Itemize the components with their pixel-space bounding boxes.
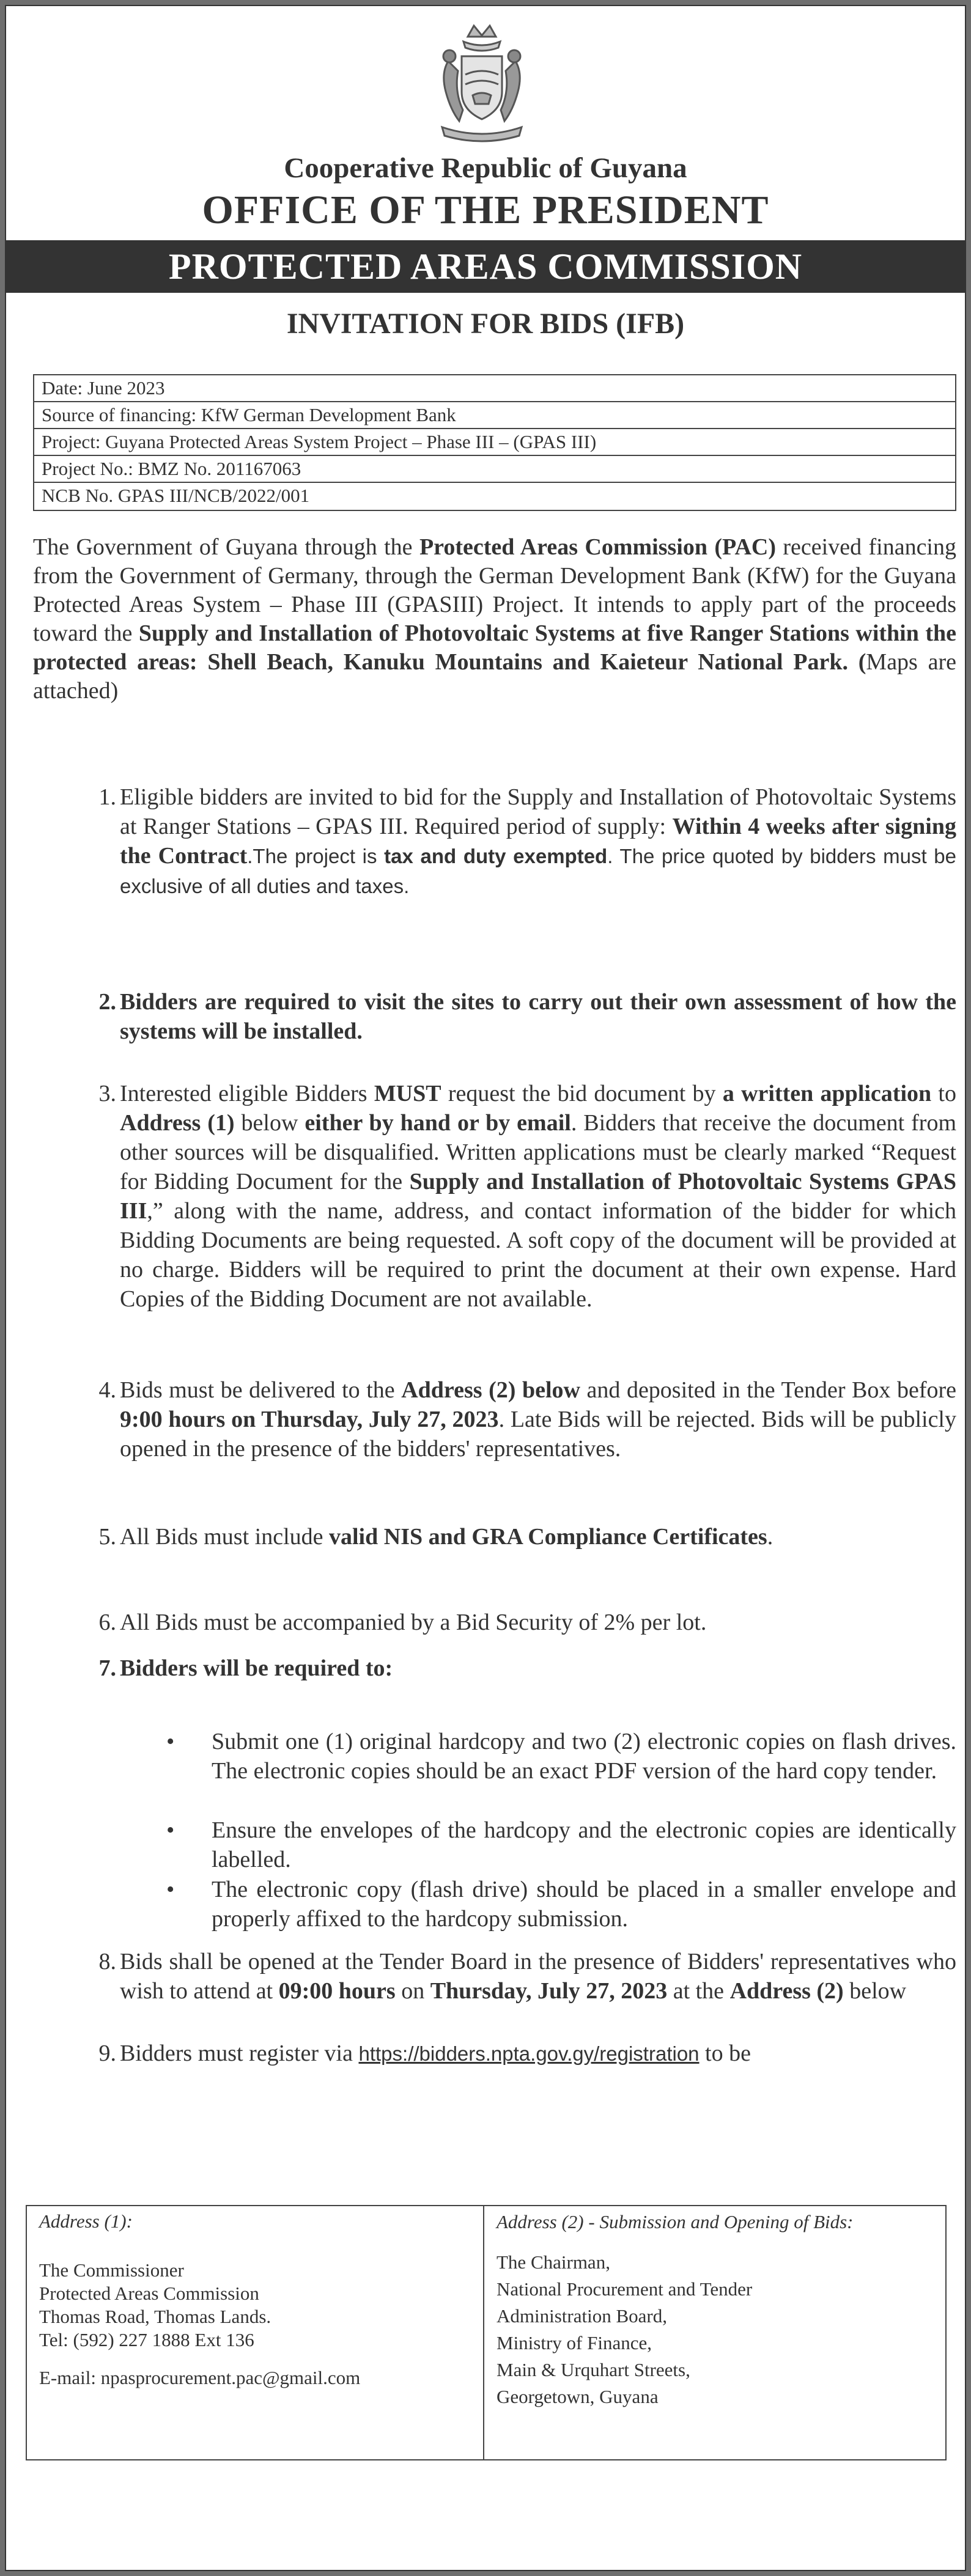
bullet-3-text: The electronic copy (flash drive) should be placed in a smaller envelope and properly affixed to the hardcopy submission.: [212, 1877, 956, 1932]
address-2-line: Georgetown, Guyana: [497, 2386, 659, 2407]
country-name: Cooperative Republic of Guyana: [284, 152, 687, 184]
address-2-line: Main & Urquhart Streets,: [497, 2359, 690, 2380]
item-6-text: All Bids must be accompanied by a Bid Security of 2% per lot.: [120, 1610, 707, 1635]
item-number-9: 9.: [98, 2041, 116, 2066]
bullet-2-text: Ensure the envelopes of the hardcopy and the electronic copies are identically labelled.: [212, 1817, 956, 1872]
advertisement-page: [5, 5, 966, 2571]
bid-info-table: [33, 374, 956, 511]
item-number-7: 7.: [98, 1655, 116, 1681]
item-3-text: Interested eligible Bidders MUST request the bid document by a written application to Address (1) below either by hand or by email. Bidders that receive the document from other sources will be disqualified. Written applications must be clearly marked “Request for Bidding Document for the Supply and Installation of Photovoltaic Systems GPAS III,” along with the name, address, and contact information of the bidder for which Bidding Documents are being requested. A soft copy of the document will be provided at no charge. Bidders will be required to print the document at their own expense. Hard Copies of the Bidding Document are not available.: [120, 1081, 957, 1312]
document-title: INVITATION FOR BIDS (IFB): [286, 307, 685, 340]
office-title: OFFICE OF THE PRESIDENT: [202, 188, 769, 232]
address-2-column: [484, 2206, 945, 2459]
item-number-2: 2.: [98, 989, 116, 1015]
item-7-text: Bidders will be required to:: [120, 1655, 393, 1681]
bullet-1-text: Submit one (1) original hardcopy and two (2) electronic copies on flash drives. The electronic copies should be an exact PDF version of the hard copy tender.: [212, 1729, 956, 1784]
item-number-6: 6.: [98, 1610, 116, 1635]
address-1-email: E-mail: npasprocurement.pac@gmail.com: [39, 2367, 361, 2388]
bullet-icon: •: [166, 1729, 175, 1754]
item-5-text: All Bids must include valid NIS and GRA Compliance Certificates.: [120, 1524, 773, 1550]
address-1-column: [27, 2206, 484, 2459]
intro-paragraph: The Government of Guyana through the Protected Areas Commission (PAC) received financing from the Government of Germany, through the German Development Bank (KfW) for the Guyana Protected Areas System – Phase III (GPASIII) Project. It intends to apply part of the proceeds toward the Supply and Installation of Photovoltaic Systems at five Ranger Stations within the protected areas: Shell Beach, Kanuku Mountains and Kaieteur National Park. (Maps are attached): [33, 534, 956, 704]
bullet-icon: •: [166, 1817, 175, 1843]
info-project-number: Project No.: BMZ No. 201167063: [34, 456, 955, 483]
info-financing: Source of financing: KfW German Development Bank: [34, 402, 955, 429]
address-1-line: Tel: (592) 227 1888 Ext 136: [39, 2329, 254, 2350]
item-number-1: 1.: [98, 784, 116, 810]
address-1-heading: Address (1):: [39, 2210, 133, 2232]
item-2-text: Bidders are required to visit the sites to carry out their own assessment of how the systems will be installed.: [120, 989, 956, 1044]
registration-link[interactable]: https://bidders.npta.gov.gy/registration: [358, 2042, 700, 2065]
bullet-icon: •: [166, 1877, 175, 1902]
item-9-text: Bidders must register via https://bidders.npta.gov.gy/registration to be: [120, 2041, 751, 2066]
item-1-text: Eligible bidders are invited to bid for the Supply and Installation of Photovoltaic Systems at Ranger Stations – GPAS III. Required period of supply: Within 4 weeks after signing the Contract.The project is tax and duty exempted. The price quoted by bidders must be exclusive of all duties and taxes.: [120, 784, 956, 897]
address-1-line: Protected Areas Commission: [39, 2283, 259, 2304]
address-2-line: Administration Board,: [497, 2305, 667, 2327]
info-project: Project: Guyana Protected Areas System Project – Phase III – (GPAS III): [34, 429, 955, 456]
item-number-5: 5.: [98, 1524, 116, 1550]
item-4-text: Bids must be delivered to the Address (2) below and deposited in the Tender Box before 9:00 hours on Thursday, July 27, 2023. Late Bids will be rejected. Bids will be publicly opened in the presence of the bidders' representatives.: [120, 1377, 957, 1462]
address-1-line: The Commissioner: [39, 2259, 184, 2281]
item-number-4: 4.: [98, 1377, 116, 1403]
address-1-line: Thomas Road, Thomas Lands.: [39, 2306, 271, 2327]
info-ncb-number: NCB No. GPAS III/NCB/2022/001: [42, 485, 310, 506]
address-2-line: Ministry of Finance,: [497, 2332, 652, 2353]
guyana-coat-of-arms-icon: [430, 18, 534, 147]
commission-banner: PROTECTED AREAS COMMISSION: [6, 240, 965, 293]
address-1-body: [39, 2259, 483, 2390]
address-2-line: National Procurement and Tender: [497, 2278, 753, 2300]
address-2-heading: Address (2) - Submission and Opening of Bids:: [497, 2211, 854, 2232]
address-box: [26, 2205, 947, 2460]
address-2-body: [497, 2249, 945, 2410]
item-8-text: Bids shall be opened at the Tender Board in the presence of Bidders' representatives who wish to attend at 09:00 hours on Thursday, July 27, 2023 at the Address (2) below: [120, 1949, 956, 2004]
address-2-line: The Chairman,: [497, 2251, 610, 2273]
item-number-8: 8.: [98, 1949, 116, 1974]
item-number-3: 3.: [98, 1081, 116, 1106]
info-date: Date: June 2023: [34, 375, 955, 402]
